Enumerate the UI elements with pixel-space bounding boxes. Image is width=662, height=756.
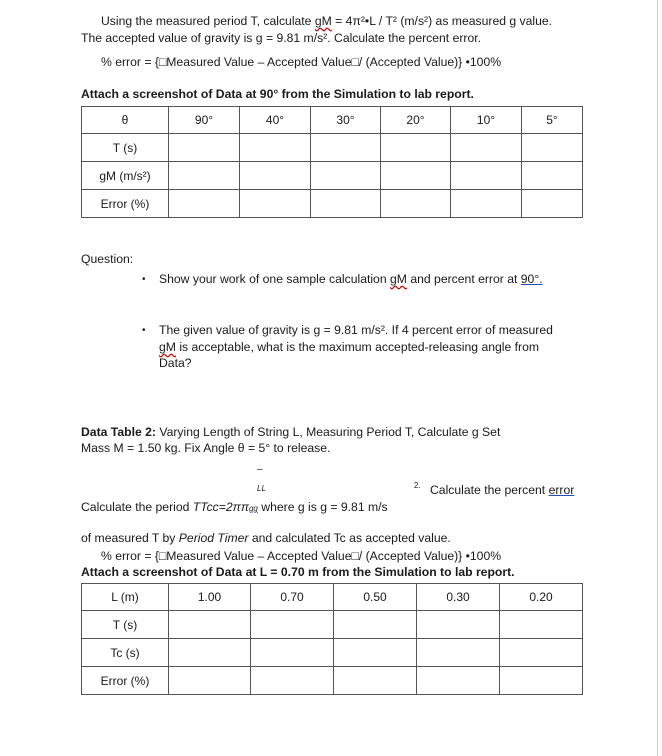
gm-symbol: gM — [390, 272, 407, 286]
measured-rest: and calculated Tc as accepted value. — [248, 531, 451, 545]
length-cell: 1.00 — [169, 584, 251, 611]
period-timer: Period Timer — [178, 531, 249, 545]
length-cell: 0.20 — [500, 584, 583, 611]
table2-title-rest: Varying Length of String L, Measuring Period T, Calculate g Set — [155, 425, 501, 439]
question-bullet-1 — [159, 272, 543, 287]
row-label: T (s) — [82, 611, 169, 639]
calc-after: where g is g = 9.81 m/s — [257, 500, 388, 514]
data-cell[interactable] — [381, 134, 451, 162]
gm-symbol: gM — [314, 14, 332, 28]
data-cell[interactable] — [451, 162, 522, 190]
data-cell[interactable] — [500, 611, 583, 639]
length-cell: 0.70 — [251, 584, 334, 611]
angle-cell: 20° — [381, 107, 451, 134]
intro-line-2: The accepted value of gravity is g = 9.81 m/s². Calculate the percent error. — [81, 31, 482, 45]
bullet-icon: • — [142, 274, 146, 285]
data-cell[interactable] — [417, 611, 500, 639]
data-cell[interactable] — [522, 134, 583, 162]
percent-error-line — [430, 483, 574, 498]
question-bullet-2-line1: The given value of gravity is g = 9.81 m/s². If 4 percent error of measured — [159, 323, 553, 337]
data-cell[interactable] — [381, 162, 451, 190]
data-cell[interactable] — [334, 639, 417, 667]
table-row — [82, 667, 583, 695]
data-cell[interactable] — [451, 190, 522, 218]
bullet-icon: • — [142, 325, 146, 336]
table1-header-row — [82, 107, 583, 134]
data-cell[interactable] — [334, 667, 417, 695]
row-label: T (s) — [82, 134, 169, 162]
table-angles — [81, 106, 583, 218]
bullet1-middle: and percent error at — [406, 272, 521, 286]
error-word: error — [548, 483, 575, 497]
table2-caption: Attach a screenshot of Data at L = 0.70 m from the Simulation to lab report. — [81, 565, 515, 579]
percent-text: Calculate the percent — [430, 483, 549, 497]
length-cell: 0.50 — [334, 584, 417, 611]
data-cell[interactable] — [500, 667, 583, 695]
angle-cell: 5° — [522, 107, 583, 134]
data-cell[interactable] — [240, 134, 311, 162]
row-label: Error (%) — [82, 667, 169, 695]
angle-cell: 40° — [240, 107, 311, 134]
table-row — [82, 134, 583, 162]
data-cell[interactable] — [334, 611, 417, 639]
data-cell[interactable] — [169, 134, 240, 162]
angle-cell: 90° — [169, 107, 240, 134]
data-cell[interactable] — [240, 162, 311, 190]
data-cell[interactable] — [169, 162, 240, 190]
row-label: gM (m/s²) — [82, 162, 169, 190]
bullet1-angle: 90°. — [520, 272, 543, 286]
table2-title — [81, 425, 500, 440]
table2-title-bold: Data Table 2: — [81, 425, 156, 439]
footnote-number: 2. — [414, 481, 421, 490]
gm-symbol: gM — [159, 340, 176, 354]
data-cell[interactable] — [251, 639, 334, 667]
question-label: Question: — [81, 252, 134, 266]
data-cell[interactable] — [500, 639, 583, 667]
data-cell[interactable] — [522, 162, 583, 190]
fraction-bar: – — [257, 464, 263, 475]
table2-mass-line: Mass M = 1.50 kg. Fix Angle θ = 5° to release. — [81, 441, 331, 455]
calc-period-line — [81, 500, 388, 516]
data-cell[interactable] — [169, 639, 251, 667]
data-cell[interactable] — [381, 190, 451, 218]
bullet1-text: Show your work of one sample calculation — [159, 272, 391, 286]
row-label: Tc (s) — [82, 639, 169, 667]
data-cell[interactable] — [169, 667, 251, 695]
data-cell[interactable] — [417, 667, 500, 695]
intro-line-1 — [101, 14, 552, 29]
table1-caption: Attach a screenshot of Data at 90° from the Simulation to lab report. — [81, 87, 474, 101]
data-cell[interactable] — [251, 667, 334, 695]
data-cell[interactable] — [251, 611, 334, 639]
bullet2-rest: is acceptable, what is the maximum accepted-releasing angle from — [175, 340, 540, 354]
question-bullet-2-line2 — [159, 340, 539, 355]
data-cell[interactable] — [311, 162, 381, 190]
angle-cell: 10° — [451, 107, 522, 134]
theta-header: θ — [82, 107, 169, 134]
table-row — [82, 611, 583, 639]
data-cell[interactable] — [169, 190, 240, 218]
question-bullet-2-line3: Data? — [159, 356, 192, 370]
table-lengths — [81, 583, 583, 695]
formula-subscript: gg — [248, 504, 258, 513]
data-cell[interactable] — [240, 190, 311, 218]
length-cell: 0.30 — [417, 584, 500, 611]
table-row — [82, 190, 583, 218]
angle-cell: 30° — [311, 107, 381, 134]
fraction-numerator: LL — [257, 484, 266, 493]
intro-line1-text: Using the measured period T, calculate — [101, 14, 315, 28]
intro-line1-rest: = 4π²•L / T² (m/s²) as measured g value. — [331, 14, 553, 28]
data-cell[interactable] — [311, 190, 381, 218]
period-formula: TTcc=2ππ — [192, 500, 249, 514]
data-cell[interactable] — [522, 190, 583, 218]
table-row — [82, 639, 583, 667]
measured-text: of measured T by — [81, 531, 179, 545]
calc-text: Calculate the period — [81, 500, 193, 514]
table-row — [82, 162, 583, 190]
intro-formula: % error = {□Measured Value – Accepted Value□/ (Accepted Value)} •100% — [101, 55, 502, 69]
data-cell[interactable] — [311, 134, 381, 162]
measured-t-line — [81, 531, 451, 546]
data-cell[interactable] — [451, 134, 522, 162]
data-cell[interactable] — [169, 611, 251, 639]
table2-formula: % error = {□Measured Value – Accepted Value□/ (Accepted Value)} •100% — [101, 549, 502, 563]
length-header: L (m) — [82, 584, 169, 611]
page-edge — [657, 0, 658, 756]
row-label: Error (%) — [82, 190, 169, 218]
data-cell[interactable] — [417, 639, 500, 667]
table2-header-row — [82, 584, 583, 611]
